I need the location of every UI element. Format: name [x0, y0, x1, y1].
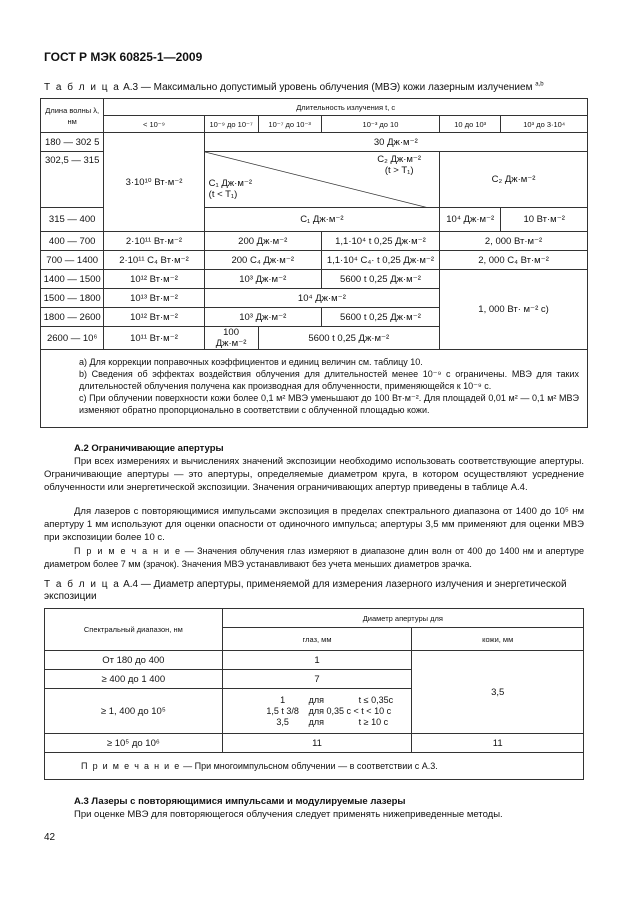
table-row: 180 — 302 5 3·10¹⁰ Вт·м⁻² 30 Дж·м⁻²	[41, 133, 588, 152]
table-a3-caption: Т а б л и ц а А.3 — Максимально допустимый уровень облучения (МВЭ) кожи лазерным излучением $^{a,b}$	[44, 81, 544, 93]
table-a4-caption: Т а б л и ц а А.4 — Диаметр апертуры, применяемой для измерения лазерного излучения и энергетической экспозиции	[44, 579, 567, 602]
skin-merge-cell: 3,5	[412, 651, 584, 734]
note-c: c) При облучении поверхности кожи более 0,1 м² МВЭ уменьшают до 100 Вт·м⁻². Для площадей 0,01 м² — 0,1 м² МВЭ изменяют обратно пропорционально в соответствии с облученной площадью кожи.	[79, 393, 579, 415]
col-wavelength-header: Длина волны λ, нм	[41, 99, 104, 133]
section-a3-heading: А.3 Лазеры с повторяющимися импульсами и модулируемые лазеры	[74, 796, 406, 807]
big-value-cell: 3·10¹⁰ Вт·м⁻²	[104, 133, 204, 232]
table-a4-note-row: П р и м е ч а н и е — При многоимпульсном облучении — в соответствии с А.3.	[45, 753, 584, 780]
table-row: 302,5 — 315 C₂ Дж·м⁻² (t > T₁) C₁ Дж·м⁻² (t < T₁) C₂ Дж·м⁻²	[41, 152, 588, 208]
table-row: 1400 — 1500 10¹² Вт·м⁻² 10³ Дж·м⁻² 5600 t 0,25 Дж·м⁻² 1, 000 Вт· м⁻² c)	[41, 270, 588, 289]
table-row: ≥ 10⁵ до 10⁶ 11 11	[45, 734, 584, 753]
section-a2-note: П р и м е ч а н и е — Значения облучения глаз измеряют в диапазоне длин волн от 400 до 1400 нм и апертуре диаметром более 7 мм (зрачок). Значения МВЭ устанавливают без учета меньших диаметров зрачка.	[44, 546, 584, 569]
duration-subheaders: < 10⁻⁹ 10⁻⁹ до 10⁻⁷ 10⁻⁷ до 10⁻³ 10⁻³ до 10 10 до 10³ 10³ до 3·10⁴	[41, 116, 588, 133]
diagonal-cell: C₂ Дж·м⁻² (t > T₁) C₁ Дж·м⁻² (t < T₁)	[204, 152, 439, 208]
col-skin-header: кожи, мм	[412, 628, 584, 651]
col-range-header: Спектральный диапазон, нм	[45, 609, 223, 651]
table-row: 1800 — 2600 10¹² Вт·м⁻² 10³ Дж·м⁻² 5600 t 0,25 Дж·м⁻²	[41, 308, 588, 327]
table-a4	[44, 608, 584, 780]
section-a2-heading: А.2 Ограничивающие апертуры	[74, 443, 224, 454]
table-row: 400 — 700 2·10¹¹ Вт·м⁻² 200 Дж·м⁻² 1,1·10⁴ t 0,25 Дж·м⁻² 2, 000 Вт·м⁻²	[41, 232, 588, 251]
table-row: 700 — 1400 2·10¹¹ C₄ Вт·м⁻² 200 C₄ Дж·м⁻² 1,1·10⁴ C₄· t 0,25 Дж·м⁻² 2, 000 C₄ Вт·м⁻²	[41, 251, 588, 270]
col-eye-header: глаз, мм	[222, 628, 412, 651]
table-notes-row	[41, 350, 588, 428]
table-a3	[40, 98, 588, 428]
col-diameter-header: Диаметр апертуры для	[222, 609, 583, 628]
col-duration-header: Длительность излучения t, с	[104, 99, 588, 116]
section-a3-p1: При оценке МВЭ для повторяющегося облучения следует применять нижеприведенные методы.	[74, 809, 503, 820]
section-a2-p1: При всех измерениях и вычислениях значений экспозиции необходимо использовать соответствующие апертуры. Ограничивающие апертуры — это апертуры, определяемые диаметром круга, в котором осуществляют усреднение облученности или энергетической экспозиции. Значения ограничивающих апертур приведены в таблице А.4.	[44, 456, 584, 493]
table-row: 2600 — 10⁶ 10¹¹ Вт·м⁻² 100 Дж·м⁻² 5600 t 0,25 Дж·м⁻²	[41, 327, 588, 350]
table-row: ≥ 1, 400 до 10⁵ 1 для t ≤ 0,35с 1,5 t 3/8 для 0,35 с < t < 10 с 3,5 для t ≥ 10 с	[45, 689, 584, 734]
note-a: a) Для коррекции поправочных коэффициентов и единиц величин см. таблицу 10.	[79, 357, 423, 367]
section-a2-p2: Для лазеров с повторяющимися импульсами экспозиция в пределах спектрального диапазона от 1400 до 10⁵ нм апертуру 1 мм используют для оценки опасности от одиночного импульса; апертуры 3,5 мм применяют для оценки МВЭ при экспозиции более 10 с.	[44, 506, 584, 543]
table-row: ≥ 400 до 1 400 7	[45, 670, 584, 689]
page-number: 42	[44, 832, 56, 843]
table-row: 1500 — 1800 10¹³ Вт·м⁻² 10⁴ Дж·м⁻²	[41, 289, 588, 308]
note-b: b) Сведения об эффектах воздействия облучения для длительностей менее 10⁻⁹ с ограничены. МВЭ для таких длительностей облучения получена как производная для облученности, применяющейся к 10⁻⁹ с.	[79, 369, 579, 391]
right-merge-cell: 1, 000 Вт· м⁻² c)	[440, 270, 588, 350]
table-row: От 180 до 400 1 3,5	[45, 651, 584, 670]
table-row: 315 — 400 C₁ Дж·м⁻² 10⁴ Дж·м⁻² 10 Вт·м⁻²	[41, 208, 588, 232]
page-header: ГОСТ Р МЭК 60825-1—2009	[44, 50, 203, 64]
